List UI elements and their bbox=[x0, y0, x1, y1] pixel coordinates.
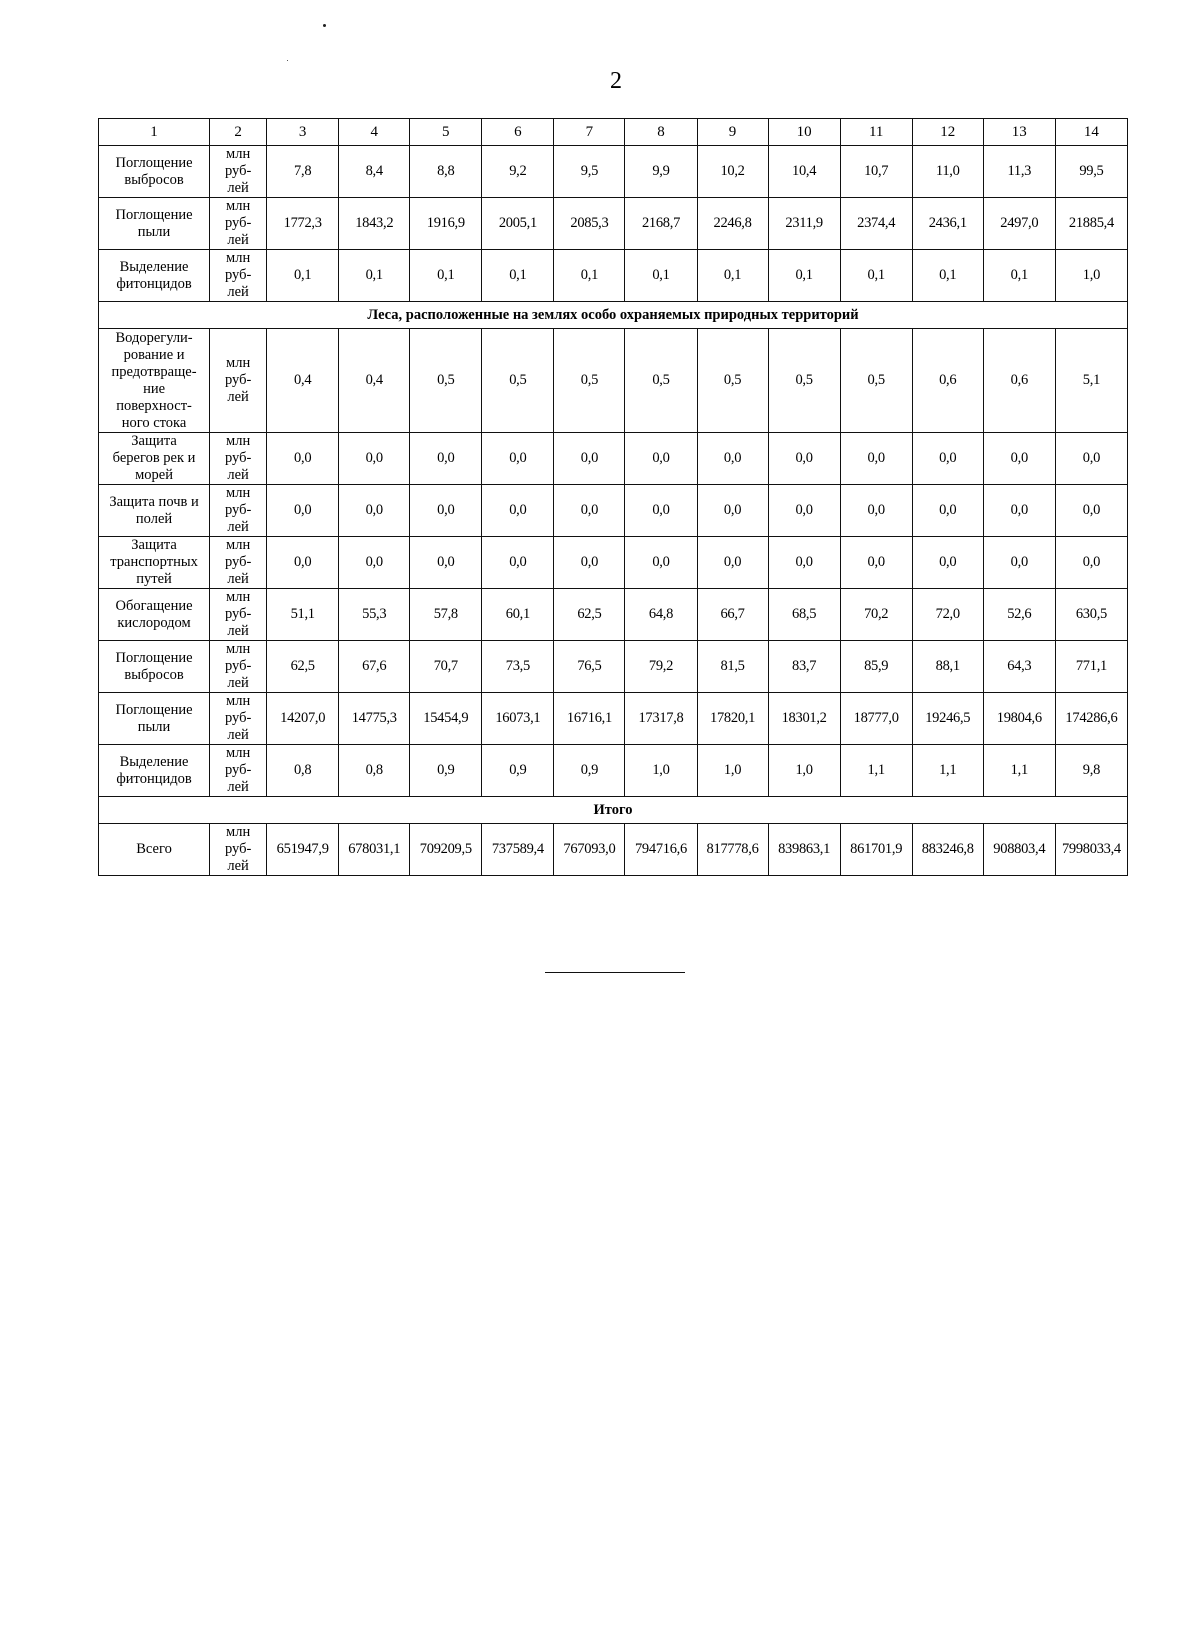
value-cell: 0,0 bbox=[768, 485, 840, 537]
column-header: 7 bbox=[554, 119, 625, 146]
value-cell: 2497,0 bbox=[983, 198, 1055, 250]
value-cell: 0,0 bbox=[912, 537, 983, 589]
value-cell: 17820,1 bbox=[697, 693, 768, 745]
value-cell: 0,1 bbox=[840, 250, 912, 302]
value-cell: 0,1 bbox=[267, 250, 339, 302]
text-line: лей bbox=[227, 571, 249, 587]
text-line: лей bbox=[227, 389, 249, 405]
text-line: млн bbox=[226, 537, 251, 553]
value-cell: 0,5 bbox=[410, 329, 482, 433]
unit-cell bbox=[210, 433, 267, 485]
text-line: рование и bbox=[123, 346, 185, 363]
value-cell: 767093,0 bbox=[554, 824, 625, 876]
column-header: 11 bbox=[840, 119, 912, 146]
scan-speck bbox=[287, 60, 288, 61]
section-header bbox=[99, 302, 1128, 329]
text-line: кислородом bbox=[117, 614, 191, 631]
text-line: млн bbox=[226, 250, 251, 266]
text-line: Поглощение bbox=[115, 206, 193, 223]
table-row bbox=[99, 198, 1128, 250]
value-cell: 0,1 bbox=[625, 250, 697, 302]
unit-cell bbox=[210, 693, 267, 745]
value-cell: 0,0 bbox=[482, 485, 554, 537]
column-header: 13 bbox=[983, 119, 1055, 146]
column-header: 4 bbox=[339, 119, 410, 146]
table-row bbox=[99, 250, 1128, 302]
text-line: руб- bbox=[224, 762, 252, 778]
text-line: Водорегули- bbox=[115, 329, 193, 346]
text-line: млн bbox=[226, 485, 251, 501]
value-cell: 19246,5 bbox=[912, 693, 983, 745]
value-cell: 66,7 bbox=[697, 589, 768, 641]
value-cell: 57,8 bbox=[410, 589, 482, 641]
text-line: выбросов bbox=[124, 666, 184, 683]
value-cell: 14775,3 bbox=[339, 693, 410, 745]
page-number: 2 bbox=[610, 68, 622, 94]
column-header: 9 bbox=[697, 119, 768, 146]
text-line: транспортных bbox=[110, 554, 198, 570]
value-cell: 794716,6 bbox=[625, 824, 697, 876]
unit-cell bbox=[210, 589, 267, 641]
value-cell: 0,0 bbox=[1055, 485, 1127, 537]
end-rule bbox=[545, 972, 685, 973]
value-cell: 0,0 bbox=[554, 485, 625, 537]
value-cell: 67,6 bbox=[339, 641, 410, 693]
value-cell: 64,3 bbox=[983, 641, 1055, 693]
text-line: лей bbox=[227, 284, 249, 300]
value-cell: 62,5 bbox=[554, 589, 625, 641]
value-cell: 0,0 bbox=[625, 433, 697, 485]
text-line: руб- bbox=[224, 163, 252, 179]
column-header: 14 bbox=[1055, 119, 1127, 146]
text-line: Выделение bbox=[119, 753, 189, 770]
text-line: полей bbox=[135, 510, 173, 527]
table-body bbox=[99, 146, 1128, 876]
table-row bbox=[99, 433, 1128, 485]
value-cell: 0,0 bbox=[983, 433, 1055, 485]
table-header bbox=[99, 119, 1128, 146]
column-header: 8 bbox=[625, 119, 697, 146]
value-cell: 55,3 bbox=[339, 589, 410, 641]
value-cell: 0,1 bbox=[554, 250, 625, 302]
text-line: путей bbox=[136, 571, 172, 587]
value-cell: 2311,9 bbox=[768, 198, 840, 250]
value-cell: 81,5 bbox=[697, 641, 768, 693]
value-cell: 709209,5 bbox=[410, 824, 482, 876]
value-cell: 1916,9 bbox=[410, 198, 482, 250]
text-line: лей bbox=[227, 519, 249, 535]
value-cell: 0,0 bbox=[267, 537, 339, 589]
value-cell: 1843,2 bbox=[339, 198, 410, 250]
text-line: млн bbox=[226, 824, 251, 840]
value-cell: 9,8 bbox=[1055, 745, 1127, 797]
value-cell: 861701,9 bbox=[840, 824, 912, 876]
text-line: руб- bbox=[224, 502, 252, 518]
value-cell: 0,0 bbox=[840, 485, 912, 537]
value-cell: 70,7 bbox=[410, 641, 482, 693]
value-cell: 817778,6 bbox=[697, 824, 768, 876]
value-cell: 9,9 bbox=[625, 146, 697, 198]
text-line: руб- bbox=[224, 710, 252, 726]
table-row bbox=[99, 537, 1128, 589]
value-cell: 0,0 bbox=[1055, 433, 1127, 485]
value-cell: 18777,0 bbox=[840, 693, 912, 745]
value-cell: 0,8 bbox=[267, 745, 339, 797]
value-cell: 0,0 bbox=[697, 537, 768, 589]
value-cell: 883246,8 bbox=[912, 824, 983, 876]
value-cell: 0,0 bbox=[339, 433, 410, 485]
value-cell: 15454,9 bbox=[410, 693, 482, 745]
value-cell: 678031,1 bbox=[339, 824, 410, 876]
text-line: выбросов bbox=[124, 171, 184, 188]
text-line: млн bbox=[226, 745, 251, 761]
unit-cell bbox=[210, 745, 267, 797]
value-cell: 0,4 bbox=[267, 329, 339, 433]
text-line: пыли bbox=[137, 718, 171, 735]
value-cell: 0,0 bbox=[482, 537, 554, 589]
value-cell: 2005,1 bbox=[482, 198, 554, 250]
column-header: 12 bbox=[912, 119, 983, 146]
text-line: лей bbox=[227, 623, 249, 639]
value-cell: 0,0 bbox=[983, 485, 1055, 537]
value-cell: 85,9 bbox=[840, 641, 912, 693]
text-line: руб- bbox=[224, 606, 252, 622]
scan-speck bbox=[323, 24, 326, 27]
unit-cell bbox=[210, 824, 267, 876]
table-row bbox=[99, 641, 1128, 693]
value-cell: 0,4 bbox=[339, 329, 410, 433]
value-cell: 0,1 bbox=[912, 250, 983, 302]
value-cell: 630,5 bbox=[1055, 589, 1127, 641]
table-row bbox=[99, 824, 1128, 876]
value-cell: 88,1 bbox=[912, 641, 983, 693]
text-line: млн bbox=[226, 693, 251, 709]
value-cell: 9,2 bbox=[482, 146, 554, 198]
value-cell: 16073,1 bbox=[482, 693, 554, 745]
value-cell: 14207,0 bbox=[267, 693, 339, 745]
text-line: Поглощение bbox=[115, 649, 193, 666]
value-cell: 0,0 bbox=[912, 485, 983, 537]
value-cell: 908803,4 bbox=[983, 824, 1055, 876]
column-header: 6 bbox=[482, 119, 554, 146]
value-cell: 70,2 bbox=[840, 589, 912, 641]
table-row bbox=[99, 329, 1128, 433]
value-cell: 10,4 bbox=[768, 146, 840, 198]
text-line: Выделение bbox=[119, 258, 189, 275]
value-cell: 0,9 bbox=[554, 745, 625, 797]
unit-cell bbox=[210, 641, 267, 693]
value-cell: 0,0 bbox=[768, 537, 840, 589]
text-line: млн bbox=[226, 589, 251, 605]
value-cell: 2168,7 bbox=[625, 198, 697, 250]
value-cell: 0,0 bbox=[554, 537, 625, 589]
value-cell: 16716,1 bbox=[554, 693, 625, 745]
value-cell: 1772,3 bbox=[267, 198, 339, 250]
value-cell: 0,8 bbox=[339, 745, 410, 797]
unit-cell bbox=[210, 485, 267, 537]
value-cell: 9,5 bbox=[554, 146, 625, 198]
value-cell: 0,6 bbox=[912, 329, 983, 433]
value-cell: 0,5 bbox=[554, 329, 625, 433]
text-line: млн bbox=[226, 433, 251, 449]
text-line: ного стока bbox=[121, 414, 187, 431]
value-cell: 0,5 bbox=[482, 329, 554, 433]
value-cell: 64,8 bbox=[625, 589, 697, 641]
column-number-row bbox=[99, 119, 1128, 146]
value-cell: 11,0 bbox=[912, 146, 983, 198]
data-table bbox=[98, 118, 1128, 876]
value-cell: 0,0 bbox=[625, 485, 697, 537]
value-cell: 10,7 bbox=[840, 146, 912, 198]
unit-cell bbox=[210, 250, 267, 302]
text-line: фитонцидов bbox=[116, 275, 192, 292]
value-cell: 52,6 bbox=[983, 589, 1055, 641]
row-label bbox=[99, 537, 210, 589]
value-cell: 1,0 bbox=[625, 745, 697, 797]
value-cell: 99,5 bbox=[1055, 146, 1127, 198]
value-cell: 0,0 bbox=[697, 485, 768, 537]
unit-cell bbox=[210, 198, 267, 250]
text-line: Всего bbox=[136, 841, 172, 857]
value-cell: 7998033,4 bbox=[1055, 824, 1127, 876]
text-line: млн bbox=[226, 641, 251, 657]
text-line: Поглощение bbox=[115, 701, 193, 718]
column-header: 3 bbox=[267, 119, 339, 146]
row-label bbox=[99, 485, 210, 537]
value-cell: 83,7 bbox=[768, 641, 840, 693]
text-line: руб- bbox=[224, 372, 252, 388]
row-label bbox=[99, 693, 210, 745]
value-cell: 0,1 bbox=[697, 250, 768, 302]
text-line: руб- bbox=[224, 554, 252, 570]
value-cell: 174286,6 bbox=[1055, 693, 1127, 745]
text-line: руб- bbox=[224, 658, 252, 674]
text-line: ние bbox=[143, 380, 166, 397]
text-line: поверхност- bbox=[116, 397, 192, 414]
table-row bbox=[99, 693, 1128, 745]
value-cell: 1,1 bbox=[912, 745, 983, 797]
total-header bbox=[99, 797, 1128, 824]
text-line: Обогащение bbox=[115, 597, 193, 614]
row-label bbox=[99, 250, 210, 302]
value-cell: 0,0 bbox=[410, 433, 482, 485]
value-cell: 0,0 bbox=[768, 433, 840, 485]
value-cell: 0,5 bbox=[840, 329, 912, 433]
value-cell: 18301,2 bbox=[768, 693, 840, 745]
value-cell: 79,2 bbox=[625, 641, 697, 693]
value-cell: 1,0 bbox=[768, 745, 840, 797]
text-line: лей bbox=[227, 180, 249, 196]
text-line: руб- bbox=[224, 841, 252, 857]
value-cell: 5,1 bbox=[1055, 329, 1127, 433]
value-cell: 73,5 bbox=[482, 641, 554, 693]
text-line: морей bbox=[135, 467, 173, 483]
value-cell: 0,0 bbox=[554, 433, 625, 485]
text-line: лей bbox=[227, 858, 249, 874]
text-line: Защита bbox=[131, 537, 177, 553]
value-cell: 0,0 bbox=[267, 433, 339, 485]
value-cell: 7,8 bbox=[267, 146, 339, 198]
value-cell: 0,0 bbox=[912, 433, 983, 485]
value-cell: 1,0 bbox=[1055, 250, 1127, 302]
value-cell: 1,0 bbox=[697, 745, 768, 797]
value-cell: 737589,4 bbox=[482, 824, 554, 876]
value-cell: 0,1 bbox=[410, 250, 482, 302]
text-line: Защита bbox=[131, 433, 177, 449]
table-row bbox=[99, 146, 1128, 198]
text-line: берегов рек и bbox=[112, 450, 196, 466]
value-cell: 0,5 bbox=[768, 329, 840, 433]
row-label bbox=[99, 745, 210, 797]
value-cell: 0,1 bbox=[983, 250, 1055, 302]
column-header: 5 bbox=[410, 119, 482, 146]
value-cell: 21885,4 bbox=[1055, 198, 1127, 250]
value-cell: 0,0 bbox=[339, 485, 410, 537]
value-cell: 2374,4 bbox=[840, 198, 912, 250]
value-cell: 771,1 bbox=[1055, 641, 1127, 693]
value-cell: 51,1 bbox=[267, 589, 339, 641]
text-line: лей bbox=[227, 232, 249, 248]
value-cell: 0,9 bbox=[482, 745, 554, 797]
value-cell: 0,0 bbox=[267, 485, 339, 537]
value-cell: 0,5 bbox=[697, 329, 768, 433]
value-cell: 8,4 bbox=[339, 146, 410, 198]
text-line: руб- bbox=[224, 215, 252, 231]
text-line: фитонцидов bbox=[116, 770, 192, 787]
unit-cell bbox=[210, 329, 267, 433]
unit-cell bbox=[210, 146, 267, 198]
value-cell: 17317,8 bbox=[625, 693, 697, 745]
value-cell: 68,5 bbox=[768, 589, 840, 641]
value-cell: 839863,1 bbox=[768, 824, 840, 876]
text-line: Поглощение bbox=[115, 154, 193, 171]
row-label bbox=[99, 146, 210, 198]
value-cell: 0,0 bbox=[482, 433, 554, 485]
unit-cell bbox=[210, 537, 267, 589]
text-line: лей bbox=[227, 779, 249, 795]
row-label bbox=[99, 433, 210, 485]
value-cell: 60,1 bbox=[482, 589, 554, 641]
text-line: предотвраще- bbox=[111, 363, 197, 380]
text-line: млн bbox=[226, 146, 251, 162]
value-cell: 0,0 bbox=[697, 433, 768, 485]
table-row bbox=[99, 589, 1128, 641]
value-cell: 0,5 bbox=[625, 329, 697, 433]
value-cell: 0,1 bbox=[482, 250, 554, 302]
value-cell: 0,0 bbox=[840, 433, 912, 485]
value-cell: 651947,9 bbox=[267, 824, 339, 876]
row-label bbox=[99, 641, 210, 693]
value-cell: 0,0 bbox=[840, 537, 912, 589]
row-label bbox=[99, 824, 210, 876]
value-cell: 2246,8 bbox=[697, 198, 768, 250]
column-header: 2 bbox=[210, 119, 267, 146]
value-cell: 0,0 bbox=[410, 485, 482, 537]
value-cell: 10,2 bbox=[697, 146, 768, 198]
text-line: млн bbox=[226, 355, 251, 371]
value-cell: 1,1 bbox=[983, 745, 1055, 797]
table-row bbox=[99, 745, 1128, 797]
value-cell: 19804,6 bbox=[983, 693, 1055, 745]
text-line: руб- bbox=[224, 450, 252, 466]
value-cell: 62,5 bbox=[267, 641, 339, 693]
value-cell: 0,6 bbox=[983, 329, 1055, 433]
value-cell: 72,0 bbox=[912, 589, 983, 641]
value-cell: 0,0 bbox=[1055, 537, 1127, 589]
table-row bbox=[99, 485, 1128, 537]
value-cell: 2436,1 bbox=[912, 198, 983, 250]
value-cell: 1,1 bbox=[840, 745, 912, 797]
value-cell: 76,5 bbox=[554, 641, 625, 693]
column-header: 10 bbox=[768, 119, 840, 146]
row-label bbox=[99, 198, 210, 250]
value-cell: 0,9 bbox=[410, 745, 482, 797]
value-cell: 0,0 bbox=[983, 537, 1055, 589]
text-line: млн bbox=[226, 198, 251, 214]
value-cell: 0,0 bbox=[625, 537, 697, 589]
value-cell: 0,1 bbox=[339, 250, 410, 302]
value-cell: 11,3 bbox=[983, 146, 1055, 198]
row-label bbox=[99, 589, 210, 641]
value-cell: 0,0 bbox=[410, 537, 482, 589]
value-cell: 2085,3 bbox=[554, 198, 625, 250]
value-cell: 0,1 bbox=[768, 250, 840, 302]
text-line: пыли bbox=[137, 223, 171, 240]
text-line: лей bbox=[227, 727, 249, 743]
value-cell: 8,8 bbox=[410, 146, 482, 198]
section-header-title: Леса, расположенные на землях особо охраняемых природных территорий bbox=[99, 302, 1128, 329]
text-line: лей bbox=[227, 467, 249, 483]
total-header-title: Итого bbox=[99, 797, 1128, 824]
text-line: Защита почв и bbox=[109, 493, 199, 510]
row-label bbox=[99, 329, 210, 433]
text-line: руб- bbox=[224, 267, 252, 283]
column-header: 1 bbox=[99, 119, 210, 146]
value-cell: 0,0 bbox=[339, 537, 410, 589]
text-line: лей bbox=[227, 675, 249, 691]
